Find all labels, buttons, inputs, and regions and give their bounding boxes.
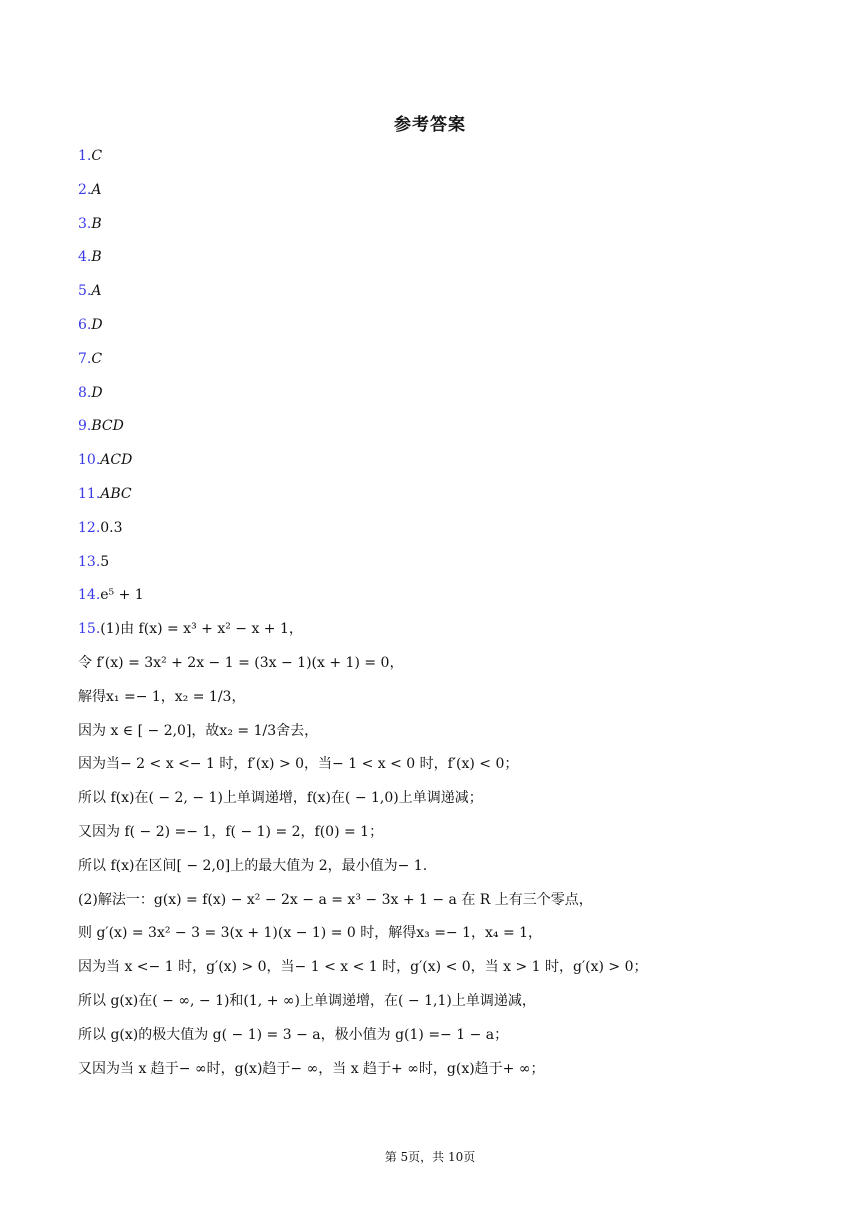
solution-text: 令 f′(x) = 3x² + 2x − 1 = (3x − 1)(x + 1) = 0， [78,654,404,671]
answer-item [78,478,798,512]
answer-text: A [91,181,102,198]
page-title: 参考答案 [394,115,466,135]
question-number: 3. [78,215,92,232]
answer-text: ABC [100,485,132,502]
question-number: 8. [78,384,92,401]
question-number: 10. [78,452,101,469]
solution-text: 所以 f(x)在区间[ − 2,0]上的最大值为 2，最小值为− 1. [78,857,428,874]
solution-line [78,850,798,884]
question-number: 13. [78,553,101,570]
answer-text: A [91,283,102,300]
answer-item [78,275,798,309]
answer-list [78,140,798,613]
solution-text: 所以 g(x)的极大值为 g( − 1) = 3 − a，极小值为 g(1) =− 1 − a； [78,1026,509,1043]
question-number: 6. [78,316,92,333]
answer-text: 5 [100,553,110,570]
answer-item [78,309,798,343]
answer-text: e⁵ + 1 [100,587,144,604]
answer-item [78,377,798,411]
answer-text: C [91,350,103,367]
solution-line [78,715,798,749]
solution-line [78,1019,798,1053]
answer-text: C [91,148,103,164]
solution-line [78,613,798,647]
solution-text: 所以 g(x)在( − ∞, − 1)和(1, + ∞)上单调递增，在( − 1,1)上单调递减， [78,992,536,1009]
solution-line [78,985,798,1019]
question-number: 2. [78,181,92,198]
answer-key [78,140,798,1086]
solution-line [78,782,798,816]
answer-text: D [91,384,103,401]
answer-item [78,208,798,242]
page-footer: 第 5页，共 10页 [384,1150,476,1164]
answer-item [78,140,798,174]
solution-line [78,884,798,918]
solution-text: (1)由 f(x) = x³ + x² − x + 1， [100,621,303,638]
solution-text: 则 g′(x) = 3x² − 3 = 3(x + 1)(x − 1) = 0 时，解得x₃ =− 1，x₄ = 1， [78,925,543,942]
question-number: 12. [78,519,101,536]
answer-text: 0.3 [100,519,123,536]
answer-text: B [91,249,102,266]
question-number: 14. [78,587,101,604]
question-number: 7. [78,350,92,367]
answer-item [78,546,798,580]
question-number: 11. [78,485,101,502]
question-number: 5. [78,283,92,300]
answer-item [78,410,798,444]
solution-line [78,748,798,782]
solution-text: 因为当− 2 < x <− 1 时，f′(x) > 0，当− 1 < x < 0 时，f′(x) < 0； [78,756,519,773]
solution-line [78,1053,798,1087]
solution-text: 解得x₁ =− 1，x₂ = 1/3， [78,688,246,705]
question-number: 15. [78,621,101,638]
solution-text: 因为 x ∈ [ − 2,0]，故x₂ = 1/3舍去， [78,722,319,739]
solution-text: 又因为 f( − 2) =− 1，f( − 1) = 2，f(0) = 1； [78,823,384,840]
solution-text: 又因为当 x 趋于− ∞时，g(x)趋于− ∞，当 x 趋于+ ∞时，g(x)趋于+ ∞； [78,1060,545,1077]
answer-item [78,174,798,208]
answer-text: ACD [100,452,133,469]
solution-line [78,951,798,985]
answer-text: BCD [91,418,124,435]
solution-line [78,816,798,850]
question-number: 1. [78,148,92,164]
question-number: 4. [78,249,92,266]
solution-line [78,647,798,681]
question-number: 9. [78,418,92,435]
answer-item [78,343,798,377]
answer-item [78,241,798,275]
solution-line [78,681,798,715]
solution-line [78,917,798,951]
solution-text: 因为当 x <− 1 时，g′(x) > 0，当− 1 < x < 1 时，g′(x) < 0，当 x > 1 时，g′(x) > 0； [78,959,648,976]
answer-item [78,444,798,478]
solution-15 [78,613,798,1086]
answer-item [78,512,798,546]
answer-text: D [91,316,103,333]
solution-text: 所以 f(x)在( − 2, − 1)上单调递增，f(x)在( − 1,0)上单调递减； [78,790,483,807]
answer-item [78,579,798,613]
answer-text: B [91,215,102,232]
solution-text: (2)解法一：g(x) = f(x) − x² − 2x − a = x³ − 3x + 1 − a 在 R 上有三个零点， [78,891,593,908]
